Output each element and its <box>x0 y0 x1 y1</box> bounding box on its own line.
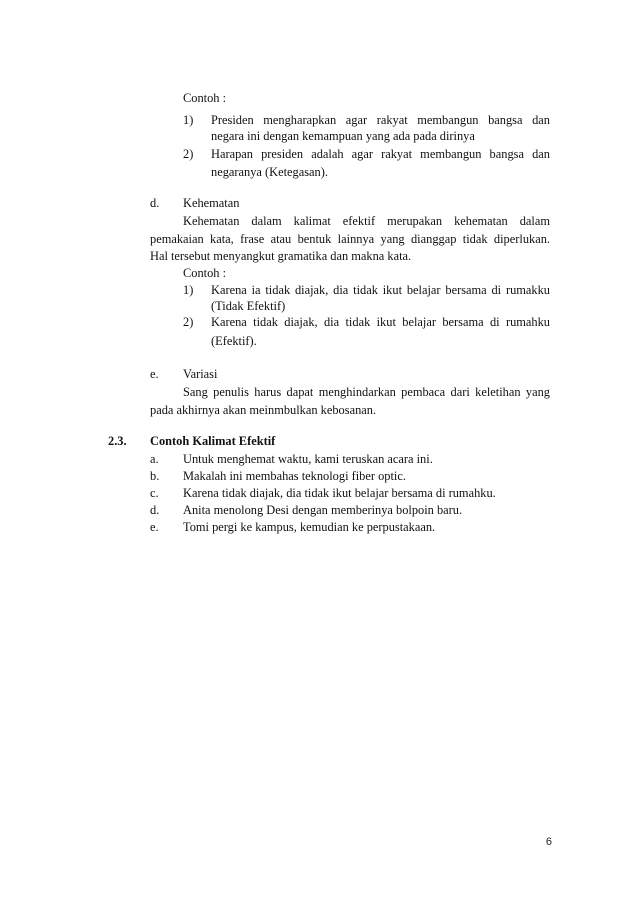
paragraph-line: Sang penulis harus dapat menghindarkan pembaca dari keletihan yang <box>183 385 550 399</box>
example-number: 2) <box>183 315 194 329</box>
list-item-letter: a. <box>150 452 159 466</box>
example-text-continued: (Efektif). <box>211 334 257 348</box>
list-item: Anita menolong Desi dengan memberinya bolpoin baru. <box>183 503 463 517</box>
example-text-continued: negaranya (Ketegasan). <box>211 165 328 179</box>
subsection-title: Variasi <box>183 367 218 381</box>
list-item: Tomi pergi ke kampus, kemudian ke perpustakaan. <box>183 520 436 534</box>
subsection-letter: e. <box>150 367 159 381</box>
example-number: 1) <box>183 283 194 297</box>
example-heading: Contoh : <box>183 266 227 280</box>
example-text: Harapan presiden adalah agar rakyat membangun bangsa dan <box>211 147 550 161</box>
example-heading: Contoh : <box>183 91 227 105</box>
section-heading: Contoh Kalimat Efektif <box>150 434 276 448</box>
list-item-letter: b. <box>150 469 160 483</box>
list-item-letter: c. <box>150 486 159 500</box>
example-text: Karena tidak diajak, dia tidak ikut belajar bersama di rumahku <box>211 315 550 329</box>
example-text: Presiden mengharapkan agar rakyat membangun bangsa dan <box>211 113 550 127</box>
page-number: 6 <box>545 836 552 848</box>
example-text-continued: (Tidak Efektif) <box>211 299 286 313</box>
example-number: 1) <box>183 113 194 127</box>
list-item: Untuk menghemat waktu, kami teruskan acara ini. <box>183 452 433 466</box>
list-item: Makalah ini membahas teknologi fiber optic. <box>183 469 406 483</box>
example-number: 2) <box>183 147 194 161</box>
list-item-letter: d. <box>150 503 160 517</box>
section-number: 2.3. <box>108 434 127 448</box>
paragraph-line: Kehematan dalam kalimat efektif merupakan kehematan dalam <box>183 214 550 228</box>
paragraph-line: pada akhirnya akan meinmbulkan kebosanan. <box>150 403 377 417</box>
list-item-letter: e. <box>150 520 159 534</box>
example-text-continued: negara ini dengan kemampuan yang ada pada dirinya <box>211 129 475 143</box>
paragraph-line: Hal tersebut menyangkut gramatika dan makna kata. <box>150 249 412 263</box>
subsection-letter: d. <box>150 196 160 210</box>
paragraph-line: pemakaian kata, frase atau bentuk lainnya yang dianggap tidak diperlukan. <box>150 232 550 246</box>
list-item: Karena tidak diajak, dia tidak ikut belajar bersama di rumahku. <box>183 486 496 500</box>
example-text: Karena ia tidak diajak, dia tidak ikut belajar bersama di rumakku <box>211 283 550 297</box>
subsection-title: Kehematan <box>183 196 240 210</box>
